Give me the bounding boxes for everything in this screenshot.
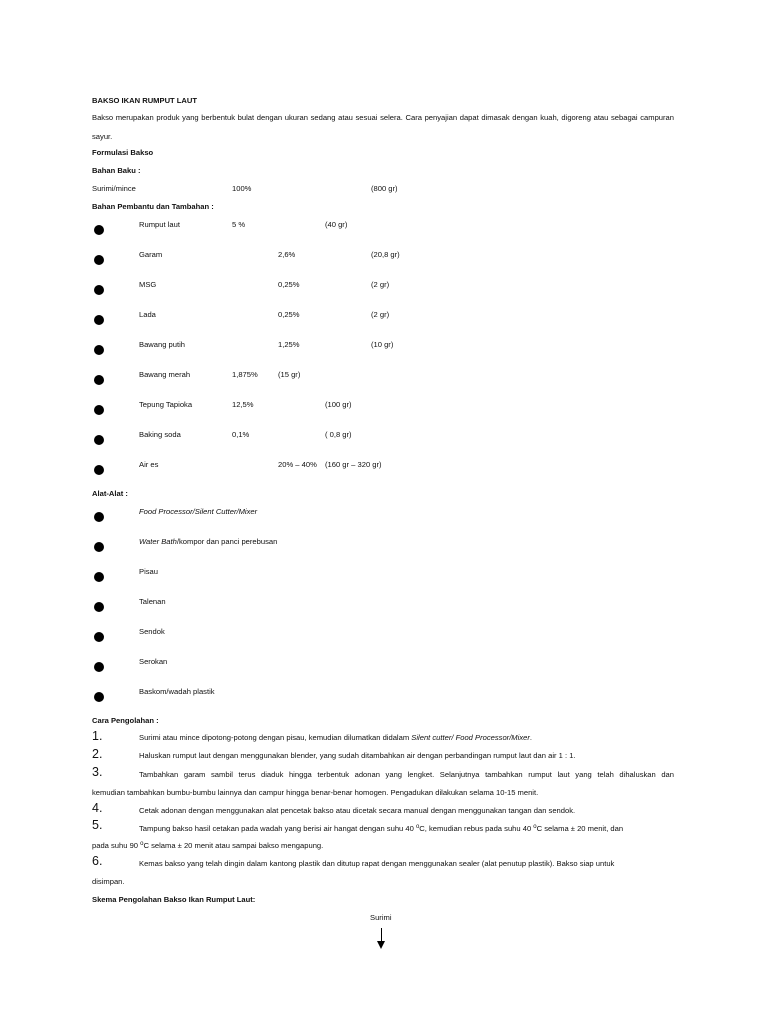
- ingredient-name: Bawang merah: [139, 370, 191, 379]
- bullet-icon: [94, 542, 104, 552]
- bullet-icon: [94, 692, 104, 702]
- step-number: 5.: [92, 818, 103, 832]
- flow-node-surimi: Surimi: [370, 913, 392, 922]
- bullet-icon: [94, 405, 104, 415]
- tool-item: Sendok: [139, 627, 165, 636]
- document-title: BAKSO IKAN RUMPUT LAUT: [92, 96, 198, 105]
- ingredient-name: Tepung Tapioka: [139, 400, 193, 409]
- ingredient-name: Garam: [139, 250, 163, 259]
- step-text: Tambahkan garam sambil terus diaduk hingga terbentuk adonan yang lengket. Selanjutnya tambahkan rumput laut yang telah dihaluskan dan: [139, 770, 674, 779]
- ingredient-percent: 0,1%: [232, 430, 250, 439]
- bullet-icon: [94, 572, 104, 582]
- ingredient-name: MSG: [139, 280, 157, 289]
- step-text: Kemas bakso yang telah dingin dalam kantong plastik dan ditutup rapat dengan menggunakan sealer (alat penutup plastik). Bakso siap untuk: [139, 859, 615, 868]
- step-text-part: Surimi atau mince dipotong-potong dengan pisau, kemudian dilumatkan didalam: [139, 733, 412, 742]
- bahan-baku-heading: Bahan Baku :: [92, 166, 141, 175]
- tool-item: Serokan: [139, 657, 168, 666]
- formulasi-heading: Formulasi Bakso: [92, 148, 154, 157]
- ingredient-percent: 0,25%: [278, 310, 300, 319]
- step-text: [92, 841, 323, 852]
- tool-item: Baskom/wadah plastik: [139, 687, 215, 696]
- bullet-icon: [94, 255, 104, 265]
- step-text-part: C, kemudian rebus pada suhu 40: [419, 824, 534, 833]
- ingredient-amount: (15 gr): [278, 370, 301, 379]
- ingredient-percent: 20% – 40%: [278, 460, 317, 469]
- bullet-icon: [94, 465, 104, 475]
- bullet-icon: [94, 375, 104, 385]
- bahan-baku-name: Surimi/mince: [92, 184, 136, 193]
- ingredient-name: Baking soda: [139, 430, 181, 439]
- ingredient-amount: ( 0,8 gr): [325, 430, 352, 439]
- bullet-icon: [94, 512, 104, 522]
- bullet-icon: [94, 225, 104, 235]
- bullet-icon: [94, 602, 104, 612]
- degree-symbol: o: [415, 824, 420, 830]
- ingredient-amount: (100 gr): [325, 400, 352, 409]
- cara-heading: Cara Pengolahan :: [92, 716, 159, 725]
- bahan-pembantu-heading: Bahan Pembantu dan Tambahan :: [92, 202, 214, 211]
- ingredient-amount: (20,8 gr): [371, 250, 400, 259]
- ingredient-amount: (2 gr): [371, 310, 390, 319]
- bahan-baku-amount: (800 gr): [371, 184, 398, 193]
- step-number: 6.: [92, 854, 103, 868]
- bullet-icon: [94, 632, 104, 642]
- step-text-part: .: [529, 733, 532, 742]
- step-text: disimpan.: [92, 877, 125, 886]
- step-number: 4.: [92, 801, 103, 815]
- tool-item-italic: Water Bath: [139, 537, 177, 546]
- bullet-icon: [94, 315, 104, 325]
- alat-heading: Alat-Alat :: [92, 489, 128, 498]
- bullet-icon: [94, 285, 104, 295]
- tool-item: Food Processor/Silent Cutter/Mixer: [139, 507, 258, 516]
- ingredient-name: Bawang putih: [139, 340, 186, 349]
- tool-item: [139, 537, 277, 547]
- tool-item-rest: /kompor dan panci perebusan: [176, 537, 278, 546]
- step-text: [139, 733, 532, 743]
- step-number: 1.: [92, 729, 103, 743]
- intro-paragraph: Bakso merupakan produk yang berbentuk bulat dengan ukuran sedang atau sesuai selera. Cara penyajian dapat dimasak dengan kuah, digoreng atau sebagai campuran sayur.: [92, 113, 674, 141]
- step-text: Haluskan rumput laut dengan menggunakan blender, yang sudah ditambahkan air dengan perbandingan rumput laut dan air 1 : 1.: [139, 751, 576, 760]
- ingredient-amount: (160 gr – 320 gr): [325, 460, 382, 469]
- bullet-icon: [94, 662, 104, 672]
- bullet-icon: [94, 345, 104, 355]
- ingredient-percent: 2,6%: [278, 250, 296, 259]
- ingredient-amount: (40 gr): [325, 220, 348, 229]
- ingredient-name: Air es: [139, 460, 159, 469]
- step-text: Cetak adonan dengan menggunakan alat pencetak bakso atau dicetak secara manual dengan menggunakan tangan dan sendok.: [139, 806, 576, 815]
- ingredient-percent: 1,25%: [278, 340, 300, 349]
- ingredient-percent: 0,25%: [278, 280, 300, 289]
- skema-heading: Skema Pengolahan Bakso Ikan Rumput Laut:: [92, 895, 256, 904]
- degree-symbol: o: [140, 841, 144, 847]
- bullet-icon: [94, 435, 104, 445]
- ingredient-name: Rumput laut: [139, 220, 180, 229]
- step-number: 3.: [92, 765, 103, 779]
- ingredient-percent: 12,5%: [232, 400, 254, 409]
- bahan-baku-percent: 100%: [232, 184, 252, 193]
- tool-item: Talenan: [139, 597, 166, 606]
- flow-arrow-line: [381, 928, 382, 942]
- step-text-part: pada suhu 90: [92, 841, 141, 850]
- step-text-part: C selama ± 20 menit atau sampai bakso mengapung.: [143, 841, 324, 850]
- step-text-part: C selama ± 20 menit, dan: [536, 824, 624, 833]
- arrow-down-icon: [377, 941, 385, 949]
- tool-item: Pisau: [139, 567, 158, 576]
- step-text-part: Tampung bakso hasil cetakan pada wadah yang berisi air hangat dengan suhu 40: [139, 824, 416, 833]
- ingredient-percent: 5 %: [232, 220, 246, 229]
- ingredient-name: Lada: [139, 310, 156, 319]
- step-text: kemudian tambahkan bumbu-bumbu lainnya dan campur hingga benar-benar homogen. Pengadukan dilakukan selama 10-15 menit.: [92, 788, 539, 797]
- step-text: [139, 824, 623, 835]
- step-text-italic: Silent cutter/ Food Processor/Mixer: [411, 733, 530, 742]
- ingredient-amount: (2 gr): [371, 280, 390, 289]
- ingredient-amount: (10 gr): [371, 340, 394, 349]
- degree-symbol: o: [533, 824, 537, 830]
- step-number: 2.: [92, 747, 103, 761]
- ingredient-percent: 1,875%: [232, 370, 258, 379]
